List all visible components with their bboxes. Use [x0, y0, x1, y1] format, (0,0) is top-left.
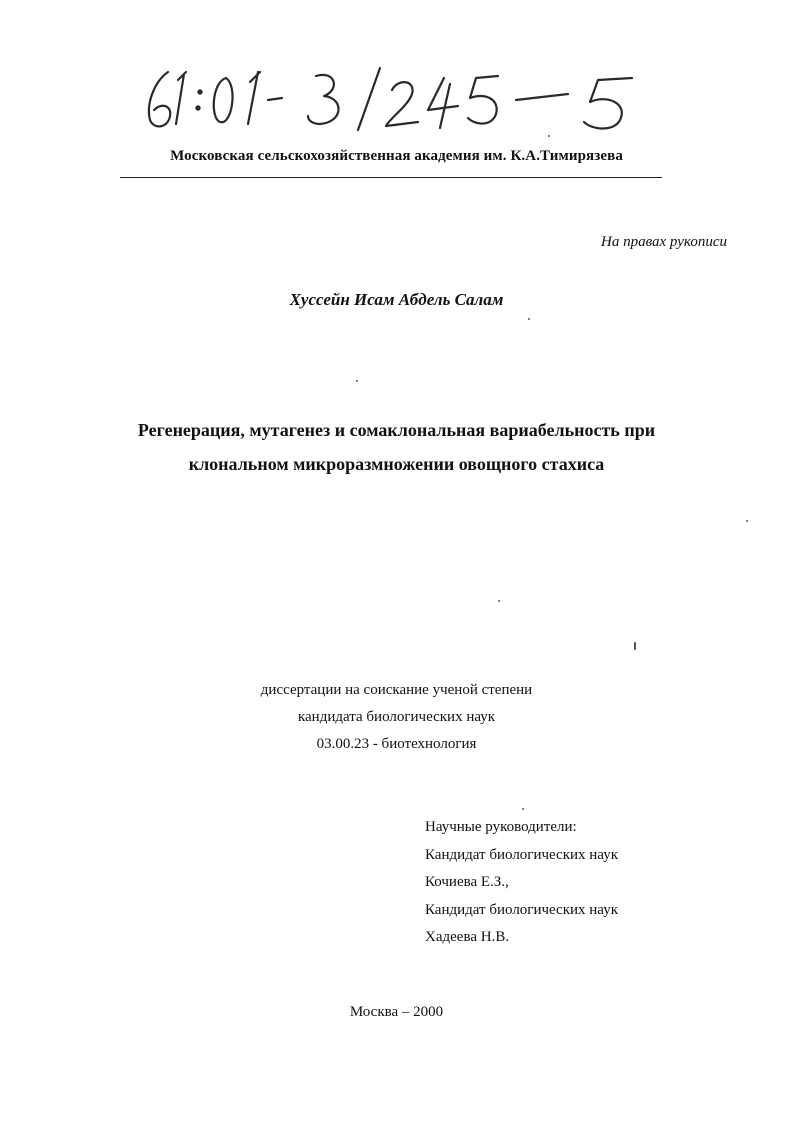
supervisor-name: Хадеева Н.В.	[425, 929, 510, 945]
header-divider	[120, 177, 662, 178]
scan-speck	[356, 380, 358, 382]
title-line: Регенерация, мутагенез и сомаклональная вариабельность при	[137, 420, 656, 440]
supervisor-degree: Кандидат биологических наук	[425, 901, 618, 918]
title-line: клональном микроразмножении овощного стахиса	[188, 454, 605, 474]
scan-speck	[498, 600, 500, 602]
scan-speck	[634, 642, 636, 650]
scan-speck	[548, 135, 550, 137]
supervisor-degree: Кандидат биологических наук	[425, 846, 618, 863]
handwritten-archive-number	[140, 60, 640, 140]
dissertation-title	[0, 413, 793, 481]
degree-line: кандидата биологических наук	[297, 709, 496, 725]
supervisor-name: Кочиева Е.З.,	[425, 874, 509, 890]
specialty-line: 03.00.23 - биотехнология	[316, 736, 477, 752]
degree-block	[0, 677, 793, 758]
institution-name: Московская сельскохозяйственная академия им. К.А.Тимирязева	[170, 148, 623, 164]
scan-speck	[528, 318, 530, 320]
supervisors-block	[425, 814, 618, 952]
city-year: Москва – 2000	[349, 1004, 444, 1020]
degree-line: диссертации на соискание ученой степени	[260, 682, 533, 698]
scan-speck	[522, 808, 524, 810]
scan-speck	[746, 520, 748, 522]
author-name: Хуссейн Исам Абдель Салам	[289, 290, 504, 309]
rights-note: На правах рукописи	[601, 234, 727, 250]
supervisors-heading: Научные руководители:	[425, 819, 577, 835]
